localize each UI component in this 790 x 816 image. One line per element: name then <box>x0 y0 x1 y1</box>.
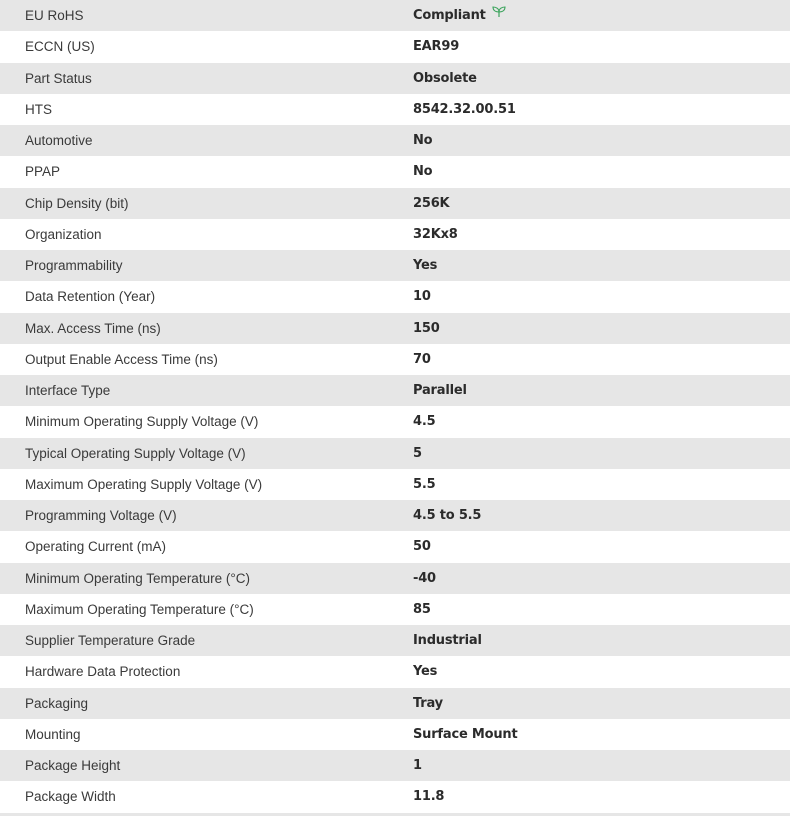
spec-label: Programming Voltage (V) <box>25 508 177 524</box>
spec-label: Package Height <box>25 758 121 774</box>
spec-value: -40 <box>413 570 436 586</box>
spec-value: Yes <box>413 664 438 680</box>
spec-label: Packaging <box>25 695 89 711</box>
spec-row-interface-type <box>0 375 790 406</box>
spec-row-data-retention <box>0 281 790 312</box>
spec-row-eu-rohs <box>0 0 790 31</box>
spec-value: 1 <box>413 758 422 774</box>
spec-row-operating-current <box>0 531 790 562</box>
spec-value: 4.5 <box>413 414 436 430</box>
spec-row-eccn <box>0 31 790 62</box>
spec-value: 85 <box>413 601 431 617</box>
spec-row-organization <box>0 219 790 250</box>
spec-label: Chip Density (bit) <box>25 195 129 211</box>
spec-row-typ-supply-voltage <box>0 438 790 469</box>
spec-row-programmability <box>0 250 790 281</box>
spec-value: No <box>413 164 433 180</box>
spec-value: Yes <box>413 258 438 274</box>
spec-row-package-width <box>0 781 790 812</box>
spec-label: Maximum Operating Supply Voltage (V) <box>25 476 263 492</box>
spec-row-programming-voltage <box>0 500 790 531</box>
spec-row-ppap <box>0 156 790 187</box>
spec-label: EU RoHS <box>25 8 84 24</box>
spec-row-max-supply-voltage <box>0 469 790 500</box>
spec-value <box>413 0 790 31</box>
spec-value-text: Compliant <box>413 8 486 24</box>
spec-row-package-height <box>0 750 790 781</box>
spec-row-automotive <box>0 125 790 156</box>
spec-label: Minimum Operating Temperature (°C) <box>25 570 250 586</box>
spec-label: Max. Access Time (ns) <box>25 320 161 336</box>
spec-value: Obsolete <box>413 70 477 86</box>
spec-row-hardware-data-protection <box>0 656 790 687</box>
spec-value: 256K <box>413 195 450 211</box>
spec-label: PPAP <box>25 164 61 180</box>
spec-row-part-status <box>0 63 790 94</box>
spec-label: Maximum Operating Temperature (°C) <box>25 601 254 617</box>
spec-label: Organization <box>25 226 102 242</box>
spec-row-min-supply-voltage <box>0 406 790 437</box>
spec-value: 150 <box>413 320 440 336</box>
spec-label: Minimum Operating Supply Voltage (V) <box>25 414 259 430</box>
spec-label: Package Width <box>25 789 116 805</box>
spec-label: Data Retention (Year) <box>25 289 156 305</box>
spec-row-chip-density <box>0 188 790 219</box>
spec-value: 32Kx8 <box>413 226 458 242</box>
spec-row-output-enable-access-time <box>0 344 790 375</box>
spec-row-hts <box>0 94 790 125</box>
spec-label: Interface Type <box>25 383 111 399</box>
spec-label: Automotive <box>25 133 93 149</box>
spec-value: 50 <box>413 539 431 555</box>
spec-row-temperature-grade <box>0 625 790 656</box>
spec-value: 5.5 <box>413 476 436 492</box>
spec-value: Industrial <box>413 633 482 649</box>
spec-value: 10 <box>413 289 431 305</box>
spec-value: No <box>413 133 433 149</box>
spec-value: Surface Mount <box>413 726 518 742</box>
spec-label: ECCN (US) <box>25 39 95 55</box>
spec-row-min-operating-temp <box>0 563 790 594</box>
spec-row-mounting <box>0 719 790 750</box>
spec-value: EAR99 <box>413 39 460 55</box>
spec-value: Tray <box>413 695 443 711</box>
leaf-icon <box>492 6 506 22</box>
spec-value: 5 <box>413 445 422 461</box>
spec-label: Typical Operating Supply Voltage (V) <box>25 445 246 461</box>
spec-label: Programmability <box>25 258 123 274</box>
spec-label: Part Status <box>25 70 92 86</box>
spec-value: 70 <box>413 351 431 367</box>
spec-label: Mounting <box>25 726 81 742</box>
spec-label: Output Enable Access Time (ns) <box>25 351 218 367</box>
next-row-partial <box>0 813 790 816</box>
spec-row-packaging <box>0 688 790 719</box>
spec-value: 8542.32.00.51 <box>413 101 516 117</box>
spec-label: HTS <box>25 101 52 117</box>
spec-value: 11.8 <box>413 789 445 805</box>
spec-value: Parallel <box>413 383 467 399</box>
spec-row-max-access-time <box>0 313 790 344</box>
spec-label: Supplier Temperature Grade <box>25 633 196 649</box>
spec-label: Operating Current (mA) <box>25 539 167 555</box>
spec-row-max-operating-temp <box>0 594 790 625</box>
spec-label: Hardware Data Protection <box>25 664 181 680</box>
spec-value: 4.5 to 5.5 <box>413 508 482 524</box>
